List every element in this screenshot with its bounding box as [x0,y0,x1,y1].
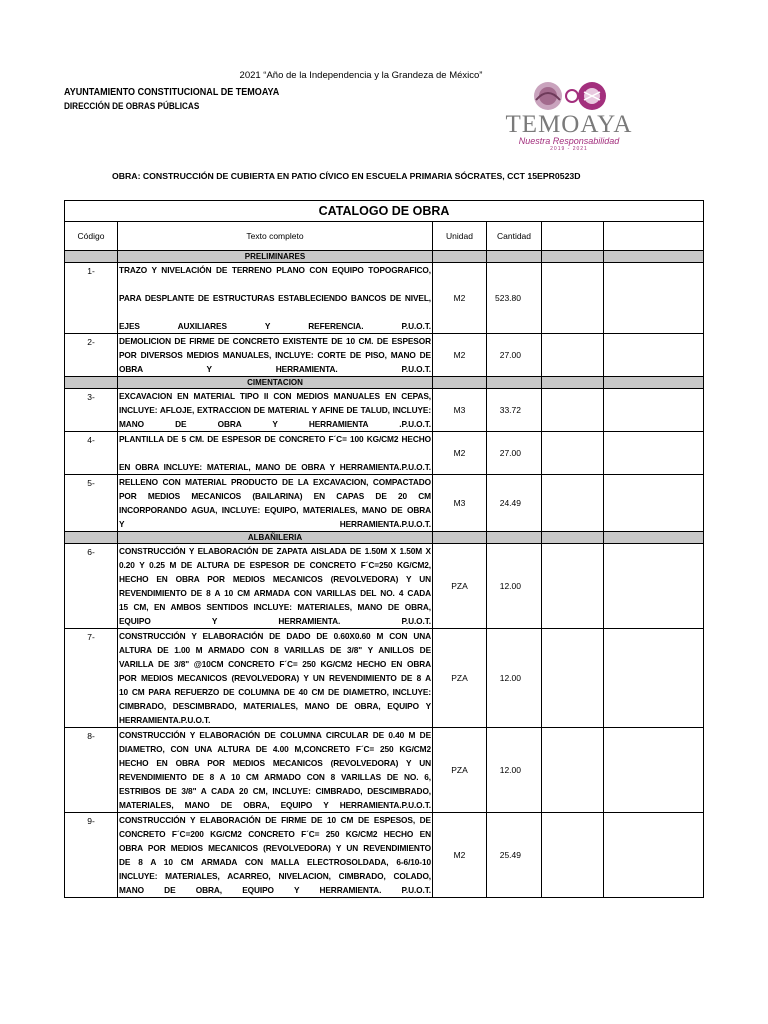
year-slogan: 2021 “Año de la Independencia y la Grandeza de México” [239,70,483,81]
table-row [65,813,704,898]
description-line: Y HERRAMIENTA.P.U.O.T. [119,519,431,529]
table-row [65,432,704,475]
description-line: DE 8 A 10 CM ARMADA CON MALLA ELECTROSOLDADA, 6-6/10-10 [119,857,431,867]
description-line: PARA DESPLANTE DE ESTRUCTURAS ESTABLECIENDO BANCOS DE NIVEL, [119,293,431,303]
column-header-extra-2 [604,222,704,251]
empty-cell [604,728,704,813]
description-line: POR MEDIOS MECANICOS (BAILARINA) EN CAPAS DE 20 CM [119,491,431,501]
section-cell [604,251,704,263]
section-cell [542,377,604,389]
empty-cell [542,629,604,728]
description-line [119,446,431,460]
description-line: MANO DE OBRA Y HERRAMIENTA .P.U.O.T. [119,419,431,429]
item-description [118,263,433,334]
description-line: EXCAVACION EN MATERIAL TIPO II CON MEDIOS MANUALES EN CEPAS, [119,391,431,401]
item-description [118,432,433,475]
description-line: EJES AUXILIARES Y REFERENCIA. P.U.O.T. [119,321,431,331]
empty-cell [542,813,604,898]
section-cell [65,251,118,263]
item-quantity: 12.00 [487,629,542,728]
item-code: 4- [65,432,118,475]
section-cell [65,532,118,544]
table-row [65,728,704,813]
description-line: POR DIVERSOS MEDIOS MANUALES, INCLUYE: CORTE DE PISO, MANO DE [119,350,431,360]
table-row [65,475,704,532]
item-code: 1- [65,263,118,334]
item-code: 9- [65,813,118,898]
item-unit: PZA [433,544,487,629]
description-line: INCLUYE: AFLOJE, EXTRACCION DE MATERIAL Y AFINE DE TALUD, INCLUYE: [119,405,431,415]
description-line: REVENDIMIENTO DE 8 A 10 CM ARMADO CON 8 VARILLAS DE NO. 6, [119,772,431,782]
empty-cell [542,475,604,532]
section-title: PRELIMINARES [118,251,433,263]
section-row [65,532,704,544]
description-line: ALTURA DE 1.00 M ARMADO CON 8 VARILLAS DE 3/8" Y ANILLOS DE [119,645,431,655]
section-cell [604,532,704,544]
logo-years: 2019 - 2021 [550,146,588,152]
item-quantity: 12.00 [487,728,542,813]
item-unit: M2 [433,263,487,334]
item-description [118,475,433,532]
description-line: INCLUYE: MATERIALES, ACARREO, NIVELACION, CIMBRADO, COLADO, [119,871,431,881]
column-header-quantity: Cantidad [487,222,542,251]
item-code: 5- [65,475,118,532]
description-line: 15 CM, EN AMBOS SENTIDOS INCLUYE: MATERIALES, MANO DE OBRA, [119,602,431,612]
description-line: CONCRETO F´C=200 KG/CM2 CONCRETO F´C= 250 KG/CM2 HECHO EN [119,829,431,839]
item-code: 7- [65,629,118,728]
description-line: HERRAMIENTA.P.U.O.T. [119,715,211,725]
description-line: POR MEDIOS MECANICOS (REVOLVEDORA) Y UN REVENDIMIENTO DE 8 A [119,673,431,683]
item-description [118,629,433,728]
description-line: 10 CM PARA REFUERZO DE COLUMNA DE 40 CM DE DIAMETRO, INCLUYE: [119,687,431,697]
logo-wordmark: TEMOAYA [505,111,633,138]
item-quantity: 25.49 [487,813,542,898]
column-header-code: Código [65,222,118,251]
item-description [118,334,433,377]
empty-cell [604,544,704,629]
project-description: OBRA: CONSTRUCCIÓN DE CUBIERTA EN PATIO CÍVICO EN ESCUELA PRIMARIA SÓCRATES, CCT 15EPR0523D [112,171,581,181]
table-row [65,334,704,377]
section-title: ALBAÑILERIA [118,532,433,544]
item-code: 8- [65,728,118,813]
organization-name: AYUNTAMIENTO CONSTITUCIONAL DE TEMOAYA [64,86,280,98]
catalog-title: CATALOGO DE OBRA [65,201,704,222]
item-description [118,813,433,898]
empty-cell [542,334,604,377]
section-row [65,251,704,263]
empty-cell [604,334,704,377]
description-line: EN OBRA INCLUYE: MATERIAL, MANO DE OBRA Y HERRAMIENTA.P.U.O.T. [119,462,431,472]
description-line: CIMBRADO, DESCIMBRADO, MATERIALES, MANO DE OBRA, EQUIPO Y [119,701,431,711]
item-quantity: 523.80 [487,263,542,334]
description-line: DIAMETRO, CON UNA ALTURA DE 4.00 M,CONCRETO F´C= 250 KG/CM2 [119,744,431,754]
column-header-unit: Unidad [433,222,487,251]
item-unit: M2 [433,813,487,898]
section-cell [65,377,118,389]
item-quantity: 24.49 [487,475,542,532]
description-line [119,305,431,319]
description-line: REVENDIMIENTO DE 8 A 10 CM ARMADA CON VARILLAS DEL NO. 4 CADA [119,588,431,598]
item-unit: PZA [433,728,487,813]
description-line: RELLENO CON MATERIAL PRODUCTO DE LA EXCAVACION, COMPACTADO [119,477,431,487]
description-line: HECHO EN OBRA POR MEDIOS MECANICOS (REVOLVEDORA) Y UN [119,758,431,768]
section-cell [604,377,704,389]
item-code: 3- [65,389,118,432]
table-row [65,544,704,629]
description-line: CONSTRUCCIÓN Y ELABORACIÓN DE COLUMNA CIRCULAR DE 0.40 M DE [119,730,431,740]
description-line: CONSTRUCCIÓN Y ELABORACIÓN DE FIRME DE 10 CM DE ESPESOS, DE [119,815,431,825]
item-unit: M2 [433,334,487,377]
description-line: ESTRIBOS DE 3/8" A CADA 20 CM, INCLUYE: CIMBRADO, DESCIMBRADO, [119,786,431,796]
description-line: MATERIALES, MANO DE OBRA, EQUIPO Y HERRAMIENTA.P.U.O.T. [119,800,431,810]
empty-cell [604,629,704,728]
description-line: MANO DE OBRA, EQUIPO Y HERRAMIENTA. P.U.O.T. [119,885,431,895]
column-header-description: Texto completo [118,222,433,251]
empty-cell [604,389,704,432]
description-line: OBRA Y HERRAMIENTA. P.U.O.T. [119,364,431,374]
description-line: CONSTRUCCIÓN Y ELABORACIÓN DE DADO DE 0.60X0.60 M CON UNA [119,631,431,641]
empty-cell [542,544,604,629]
item-unit: PZA [433,629,487,728]
catalog-table [64,200,704,898]
description-line: INCORPORANDO AGUA, INCLUYE: EQUIPO, MATERIALES, MANO DE OBRA [119,505,431,515]
item-code: 6- [65,544,118,629]
description-line: DEMOLICION DE FIRME DE CONCRETO EXISTENTE DE 10 CM. DE ESPESOR [119,336,431,346]
section-cell [433,377,487,389]
description-line: EQUIPO Y HERRAMIENTA. P.U.O.T. [119,616,431,626]
description-line: CONSTRUCCIÓN Y ELABORACIÓN DE ZAPATA AISLADA DE 1.50M X 1.50M X [119,546,431,556]
logo-tagline: Nuestra Responsabilidad [518,136,620,146]
item-description [118,389,433,432]
empty-cell [542,389,604,432]
item-unit: M3 [433,389,487,432]
empty-cell [542,432,604,475]
description-line: VARILLA DE 3/8" @10CM CONCRETO F´C= 250 KG/CM2 HECHO EN OBRA [119,659,431,669]
empty-cell [542,728,604,813]
column-header-row [65,222,704,251]
column-header-extra-1 [542,222,604,251]
table-row [65,263,704,334]
department-name: DIRECCIÓN DE OBRAS PÚBLICAS [64,101,200,112]
item-unit: M3 [433,475,487,532]
table-row [65,389,704,432]
description-line: HECHO EN OBRA POR MEDIOS MECANICOS (REVOLVEDORA) Y UN [119,574,431,584]
section-cell [433,532,487,544]
item-code: 2- [65,334,118,377]
item-quantity: 27.00 [487,334,542,377]
section-cell [542,251,604,263]
item-unit: M2 [433,432,487,475]
item-quantity: 33.72 [487,389,542,432]
table-row [65,629,704,728]
empty-cell [604,432,704,475]
section-row [65,377,704,389]
empty-cell [542,263,604,334]
section-cell [487,532,542,544]
section-cell [487,377,542,389]
item-quantity: 12.00 [487,544,542,629]
item-description [118,728,433,813]
catalog-title-row [65,201,704,222]
description-line: TRAZO Y NIVELACIÓN DE TERRENO PLANO CON EQUIPO TOPOGRAFICO, [119,265,431,275]
item-quantity: 27.00 [487,432,542,475]
empty-cell [604,813,704,898]
section-cell [542,532,604,544]
empty-cell [604,263,704,334]
description-line: PLANTILLA DE 5 CM. DE ESPESOR DE CONCRETO F´C= 100 KG/CM2 HECHO [119,434,431,444]
section-cell [487,251,542,263]
item-description [118,544,433,629]
description-line [119,277,431,291]
section-cell [433,251,487,263]
empty-cell [604,475,704,532]
description-line: 0.20 Y 0.25 M DE ALTURA DE ESPESOR DE CONCRETO F´C=250 KG/CM2, [119,560,431,570]
description-line: OBRA POR MEDIOS MECANICOS (REVOLVEDORA) Y UN REVENDIMIENTO [119,843,431,853]
section-title: CIMENTACION [118,377,433,389]
